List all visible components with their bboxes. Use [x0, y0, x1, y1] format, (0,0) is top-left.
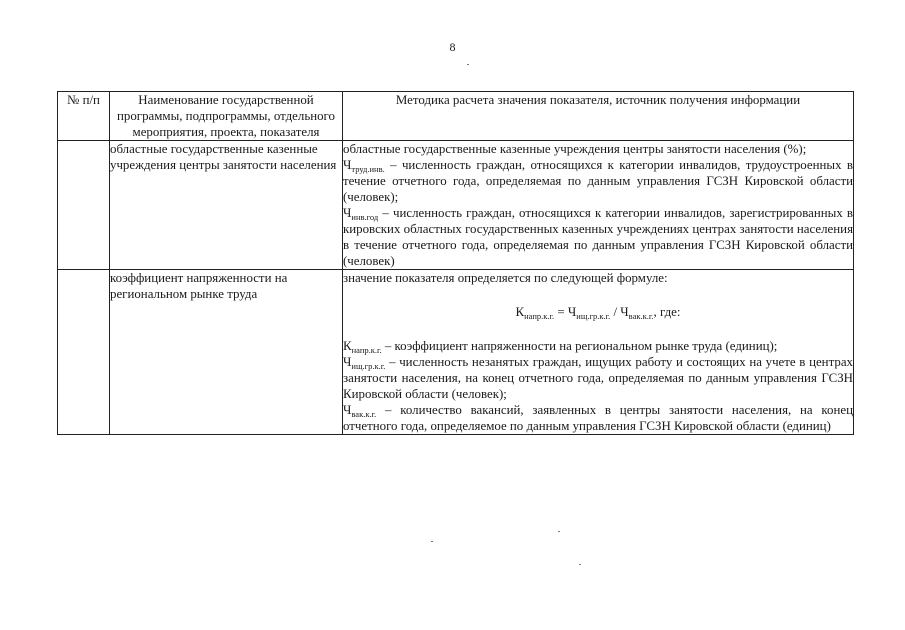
symbol-subscript: вак.к.г.: [351, 409, 377, 419]
formula-subscript: напр.к.г.: [524, 311, 555, 321]
formula-tail: , где:: [653, 305, 681, 319]
table-header-row: [58, 92, 854, 141]
formula-operator: = Ч: [554, 305, 577, 319]
row-number-cell: [58, 141, 110, 270]
symbol-subscript: инв.год: [351, 212, 379, 222]
symbol-subscript: ищ.гр.к.г.: [351, 361, 386, 371]
formula-symbol: К: [515, 305, 525, 319]
definition-paragraph: [343, 338, 853, 354]
scan-speck: [558, 531, 560, 532]
definition-text: – численность незанятых граждан, ищущих работу и состоящих на учете в центрах занятости населения, на конец отчетного года, определяемая по данным управления ГСЗН Кировской области (человек);: [343, 355, 853, 401]
header-method: Методика расчета значения показателя, источник получения информации: [343, 92, 854, 141]
symbol: Ч: [343, 355, 352, 369]
formula-subscript: ищ.гр.к.г.: [576, 311, 611, 321]
symbol: К: [343, 339, 352, 353]
formula-operator: / Ч: [610, 305, 629, 319]
row-number-cell: [58, 270, 110, 435]
header-name: Наименование государственной программы, подпрограммы, отдельного мероприятия, проекта, показателя: [110, 92, 343, 141]
scan-speck: [579, 564, 581, 565]
page-number: 8: [449, 40, 456, 54]
definition-paragraph: [343, 205, 853, 269]
symbol-subscript: напр.к.г.: [351, 345, 382, 355]
formula-subscript: вак.к.г.: [628, 311, 654, 321]
indicator-name-cell: областные государственные казенные учреждения центры занятости населения: [110, 141, 343, 270]
definition-text: – количество вакансий, заявленных в центры занятости населения, на конец отчетного года, определяемое по данным управления ГСЗН Кировской области (единиц): [343, 403, 853, 433]
symbol-subscript: труд.инв.: [351, 164, 385, 174]
scan-speck: [467, 64, 469, 65]
definition-paragraph: [343, 354, 853, 402]
symbol: Ч: [343, 206, 352, 220]
scan-speck: [431, 541, 433, 542]
header-number: № п/п: [58, 92, 110, 141]
definition-paragraph: [343, 402, 853, 434]
method-cell: [343, 141, 854, 270]
table-row: [58, 270, 854, 435]
formula: [343, 304, 853, 320]
indicators-table: [57, 91, 854, 435]
symbol: Ч: [343, 403, 352, 417]
definition-text: – численность граждан, относящихся к категории инвалидов, зарегистрированных в кировских областных государственных казенных учреждениях центрах занятости населения в течение отчетного года, определяемая по данным управления ГСЗН Кировской области (человек): [343, 206, 853, 268]
method-paragraph: значение показателя определяется по следующей формуле:: [343, 271, 668, 285]
table-row: [58, 141, 854, 270]
definition-paragraph: [343, 157, 853, 205]
definition-text: – численность граждан, относящихся к категории инвалидов, трудоустроенных в течение отчетного года, определяемая по данным управления ГСЗН Кировской области (человек);: [343, 158, 853, 204]
method-cell: [343, 270, 854, 435]
symbol: Ч: [343, 158, 352, 172]
definition-text: – коэффициент напряженности на региональном рынке труда (единиц);: [381, 339, 778, 353]
indicator-name-cell: коэффициент напряженности на региональном рынке труда: [110, 270, 343, 435]
method-paragraph: областные государственные казенные учреждения центры занятости населения (%);: [343, 142, 807, 156]
